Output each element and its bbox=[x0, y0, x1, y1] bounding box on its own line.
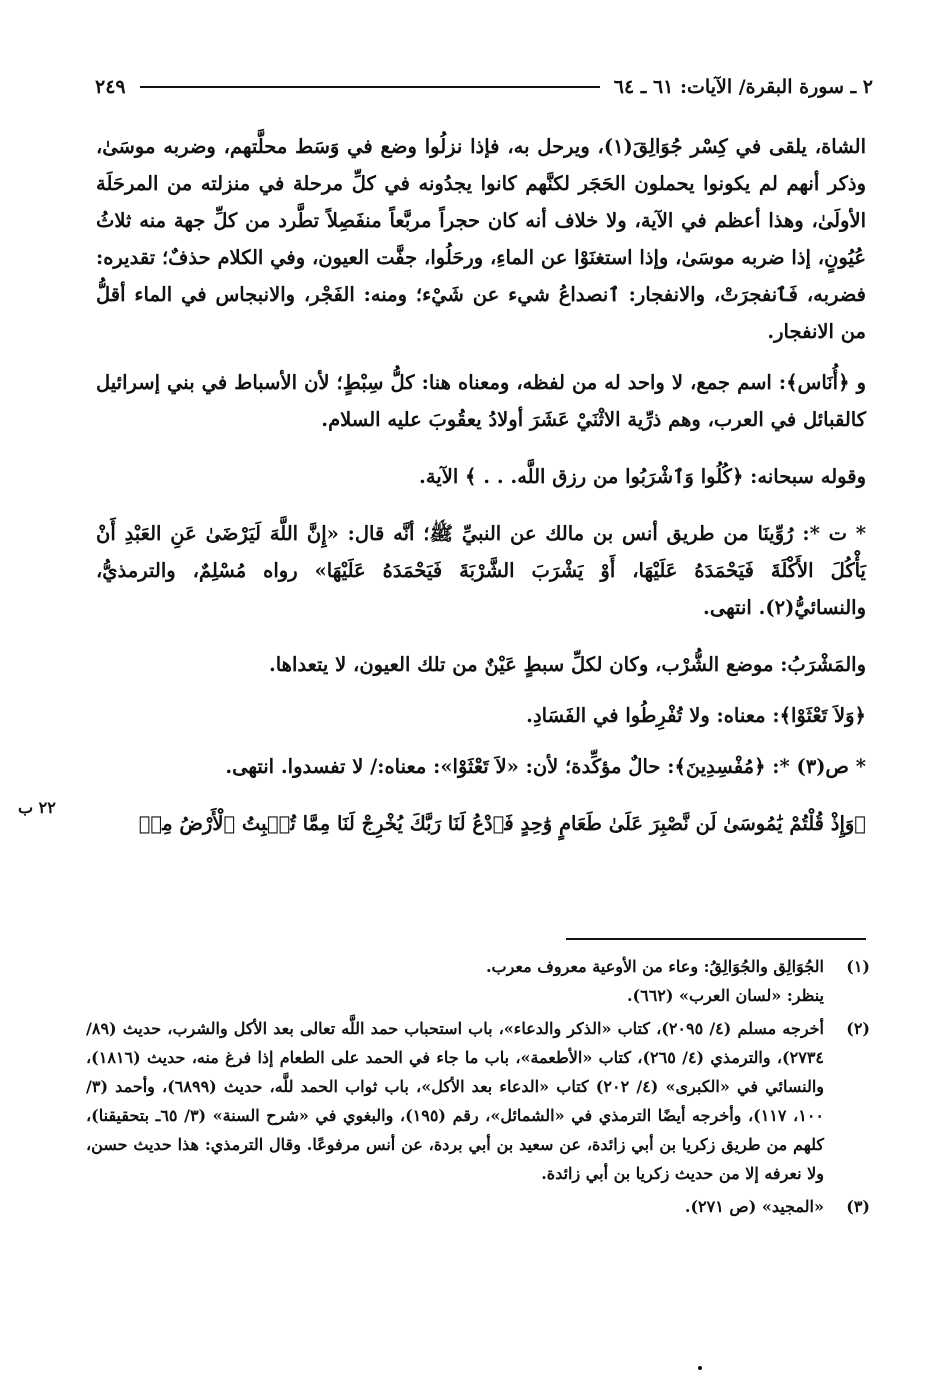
paragraph-7: * ص(٣) *: ﴿مُفْسِدِينَ﴾: حالٌ مؤكِّدة؛ لأن: «لاَ تَعْثَوْا»: معناه:/ لا تفسدوا. انتهى. bbox=[225, 755, 866, 778]
footnote-number: (٣) bbox=[846, 1197, 870, 1216]
header-rule bbox=[140, 86, 600, 88]
paragraph-5: والمَشْرَبُ: موضع الشُّرْب، وكان لكلِّ سبطٍ عَيْنٌ من تلك العيون، لا يتعداها. bbox=[268, 653, 866, 676]
paragraph-6: ﴿وَلاَ تَعْثَوْا﴾: معناه: ولا تُفْرِطُوا في الفَسَادِ. bbox=[526, 704, 866, 727]
manuscript-folio-marker: ٢٢ ب bbox=[18, 798, 56, 817]
footnotes bbox=[86, 952, 870, 1225]
footnote-line: «المجيد» (ص ٢٧١). bbox=[684, 1197, 824, 1216]
footnote-text bbox=[86, 1192, 824, 1221]
footnote-2 bbox=[86, 1014, 870, 1188]
footnote-text bbox=[86, 952, 824, 1010]
paragraph-4: * ت *: رُوِّينَا من طريق أنس بن مالك عن النبيِّ ﷺ؛ أنَّه قال: «إِنَّ اللَّهَ لَيَرْضَىٰ عَنِ العَبْدِ أَنْ يَأْكُلَ الأَكْلَةَ فَيَحْمَدَهُ عَلَيْهَا، أَوْ يَشْرَبَ الشَّرْبَةَ فَيَحْمَدَهُ عَلَيْهَا» رواه مُسْلِمٌ، والترمذيُّ، والنسائيُّ(٢). انتهى. bbox=[96, 522, 866, 619]
footnote-3 bbox=[86, 1192, 870, 1221]
footnote-number: (٢) bbox=[846, 1019, 870, 1038]
footnote-line: الجُوَالِق والجُوَالِقُ: وعاء من الأوعية معروف معرب. bbox=[485, 957, 824, 976]
paragraph-2: و ﴿أُنَاس﴾: اسم جمع، لا واحد له من لفظه، ومعناه هنا: كلُّ سِبْطٍ؛ لأن الأسباط في بني إسرائيل كالقبائل في العرب، وهم ذرِّية الاثْنَيْ عَشَرَ أولادُ يعقُوبَ عليه السلام. bbox=[96, 371, 866, 431]
footnote-number: (١) bbox=[846, 957, 870, 976]
main-text bbox=[96, 128, 866, 856]
footnote-line: ينظر: «لسان العرب» (٦٦٢). bbox=[626, 986, 824, 1005]
header-title: ٢ ـ سورة البقرة/ الآيات: ٦١ ـ ٦٤ bbox=[613, 76, 873, 98]
page-number: ٢٤٩ bbox=[95, 76, 126, 98]
footnote-1 bbox=[86, 952, 870, 1010]
scan-speck bbox=[698, 1366, 702, 1370]
footnote-text bbox=[86, 1014, 824, 1188]
quran-verse: ﴿وَإِذْ قُلْتُمْ يَٰمُوسَىٰ لَن نَّصْبِرَ عَلَىٰ طَعَامٍ وَٰحِدٍ فَٱدْعُ لَنَا رَبَّكَ يُخْرِجْ لَنَا مِمَّا تُنۢبِتُ ٱلْأَرْضُ مِنۢ bbox=[138, 812, 866, 835]
footnote-separator bbox=[566, 938, 866, 940]
paragraph-1: الشاة، يلقى في كِسْر جُوَالِقَ(١)، ويرحل به، فإذا نزلُوا وضع في وَسَط محلَّتهم، وضربه موسَىٰ، وذكر أنهم لم يكونوا يحملون الحَجَر لكنَّهم كانوا يجدُونه في كلِّ مرحلة في منزلته من المرحَلَة الأولَىٰ، وهذا أعظم في الآية، ولا خلاف أنه كان حجراً مربَّعاً منفَصِلاً تطَّرد من كلِّ جهة منه ثلاثُ عُيُونٍ، إذا ضربه موسَىٰ، وإذا استغنَوْا عن الماءِ، ورحَلُوا، جفَّت العيون، وفي الكلام حذفٌ؛ تقديره: فضربه، فَٱنفجرَتْ، والانفجار: ٱنصداعُ شيء عن شَيْء؛ ومنه: الفَجْر، والانبجاس في الماء أقلُّ من الانفجار. bbox=[96, 135, 866, 343]
running-header bbox=[95, 70, 873, 104]
paragraph-3: وقوله سبحانه: ﴿كُلُوا وَٱشْرَبُوا من رزق اللَّه. . . ﴾ الآية. bbox=[419, 465, 866, 488]
footnote-line: أخرجه مسلم (٤/ ٢٠٩٥)، كتاب «الذكر والدعاء»، باب استحباب حمد اللَّه تعالى بعد الأكل والشرب، حديث (٨٩/ ٢٧٣٤)، والترمذي (٤/ ٢٦٥)، كتاب «الأطعمة»، باب ما جاء في الحمد على الطعام إذا فرغ منه، حديث (١٨١٦)، والنسائي في «الكبرى» (٤/ ٢٠٢) كتاب «الدعاء بعد الأكل»، باب ثواب الحمد للَّه، حديث (٦٨٩٩)، وأحمد (٣/ ١٠٠، ١١٧)، وأخرجه أيضًا الترمذي في «الشمائل»، رقم (١٩٥)، والبغوي في «شرح السنة» (٣/ ٦٥ـ بتحقيقنا)، كلهم من طريق زكريا بن أبي زائدة، عن سعيد بن أبي بردة، عن أنس مرفوعًا. وقال الترمذي: هذا حديث حسن، ولا نعرفه إلا من حديث زكريا بن أبي زائدة. bbox=[86, 1019, 824, 1183]
